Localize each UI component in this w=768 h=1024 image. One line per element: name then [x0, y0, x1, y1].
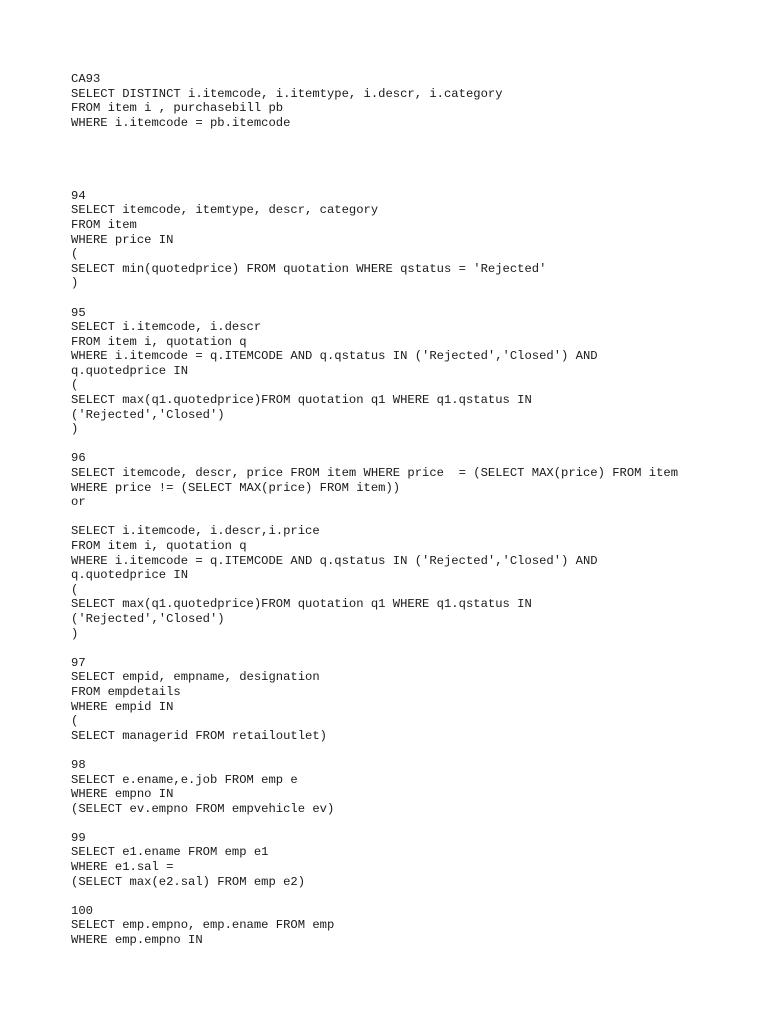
text-line: q.quotedprice IN: [71, 568, 189, 583]
text-line: 99: [71, 830, 86, 845]
text-line: [71, 130, 751, 145]
text-line: [71, 291, 751, 306]
text-line: (: [71, 378, 79, 393]
text-line: SELECT itemcode, itemtype, descr, category: [71, 203, 379, 218]
text-line: SELECT max(q1.quotedprice)FROM quotation q1 WHERE q1.qstatus IN: [71, 597, 532, 612]
text-line: SELECT managerid FROM retailoutlet): [71, 728, 327, 743]
text-line: [71, 816, 751, 831]
text-line: [71, 160, 751, 175]
text-line: ('Rejected','Closed'): [71, 407, 225, 422]
text-line: SELECT min(quotedprice) FROM quotation WHERE qstatus = 'Rejected': [71, 261, 547, 276]
text-line: CA93: [71, 72, 101, 86]
text-line: [71, 437, 751, 452]
text-line: (: [71, 714, 79, 729]
text-line: ): [71, 626, 79, 641]
text-line: [71, 510, 751, 525]
text-line: SELECT emp.empno, emp.ename FROM emp: [71, 918, 335, 933]
text-line: (SELECT max(e2.sal) FROM emp e2): [71, 874, 306, 889]
text-line: ('Rejected','Closed'): [71, 611, 225, 626]
text-line: [71, 743, 751, 758]
text-line: SELECT itemcode, descr, price FROM item WHERE price = (SELECT MAX(price) FROM item: [71, 466, 679, 481]
text-line: ): [71, 422, 79, 437]
text-line: 94: [71, 188, 86, 203]
text-line: (: [71, 247, 79, 262]
document-body: [71, 72, 751, 948]
text-line: FROM item i, quotation q: [71, 539, 247, 553]
text-line: [71, 145, 751, 160]
text-line: q.quotedprice IN: [71, 363, 189, 378]
text-line: 97: [71, 655, 86, 670]
text-line: [71, 641, 751, 656]
text-line: [71, 889, 751, 904]
text-line: SELECT empid, empname, designation: [71, 670, 320, 685]
text-line: SELECT i.itemcode, i.descr,i.price: [71, 524, 320, 539]
text-line: FROM item i, quotation q: [71, 334, 247, 349]
text-line: 98: [71, 757, 86, 772]
text-line: WHERE i.itemcode = q.ITEMCODE AND q.qstatus IN ('Rejected','Closed') AND: [71, 553, 598, 568]
text-line: FROM item i , purchasebill pb: [71, 101, 284, 116]
text-line: SELECT DISTINCT i.itemcode, i.itemtype, i.descr, i.category: [71, 86, 503, 101]
text-line: [71, 174, 751, 189]
text-line: SELECT i.itemcode, i.descr: [71, 320, 262, 335]
text-line: WHERE price != (SELECT MAX(price) FROM item)): [71, 480, 401, 495]
text-line: 100: [71, 903, 93, 918]
text-line: WHERE i.itemcode = pb.itemcode: [71, 115, 291, 130]
text-line: (: [71, 582, 79, 597]
text-line: FROM item: [71, 217, 137, 232]
text-line: SELECT max(q1.quotedprice)FROM quotation q1 WHERE q1.qstatus IN: [71, 393, 532, 408]
text-line: 96: [71, 451, 86, 466]
text-line: SELECT e.ename,e.job FROM emp e: [71, 772, 298, 787]
text-line: WHERE i.itemcode = q.ITEMCODE AND q.qstatus IN ('Rejected','Closed') AND: [71, 349, 598, 364]
text-line: 95: [71, 305, 86, 320]
text-line: SELECT e1.ename FROM emp e1: [71, 845, 269, 860]
text-line: WHERE e1.sal =: [71, 860, 174, 875]
text-line: ): [71, 276, 79, 291]
text-line: WHERE emp.empno IN: [71, 933, 203, 948]
text-line: WHERE empid IN: [71, 699, 174, 714]
text-line: (SELECT ev.empno FROM empvehicle ev): [71, 801, 335, 816]
text-line: WHERE empno IN: [71, 787, 174, 802]
text-line: FROM empdetails: [71, 684, 181, 699]
text-line: WHERE price IN: [71, 232, 174, 247]
text-line: or: [71, 495, 86, 510]
